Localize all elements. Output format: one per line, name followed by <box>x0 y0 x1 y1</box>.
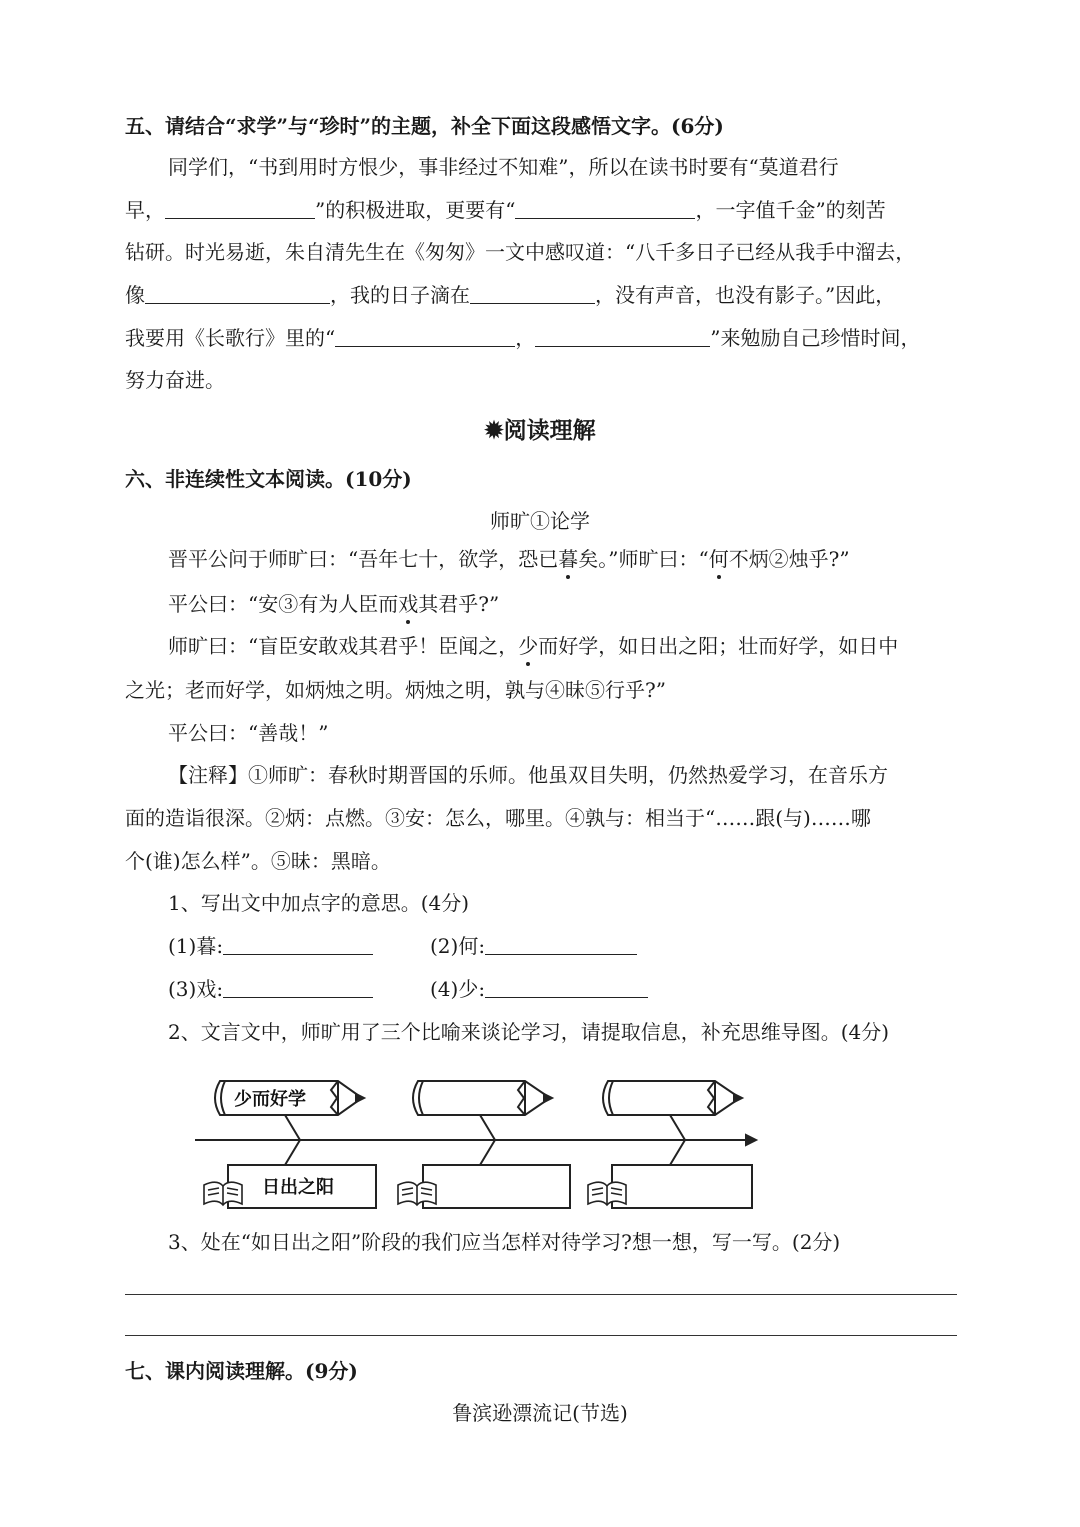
q5-text: ，我的日子滴在 <box>330 283 470 307</box>
sub-question-3: 3、处在“如日出之阳”阶段的我们应当怎样对待学习?想一想，写一写。(2分) <box>168 1230 841 1254</box>
mind-map-diagram <box>190 1068 770 1218</box>
passage-text: 晋平公问于师旷曰：“吾年七十，欲学，恐已 <box>168 547 559 571</box>
q5-line-6: 努力奋进。 <box>125 368 225 392</box>
passage-line-1 <box>168 545 960 573</box>
passage-line-5: 平公曰：“善哉！” <box>168 721 329 745</box>
answer-blank[interactable] <box>485 977 648 998</box>
pencil-label: 少而好学 <box>234 1089 306 1110</box>
book-icon <box>588 1182 626 1205</box>
q5-text: 早， <box>125 198 165 222</box>
sub-question-2: 2、文言文中，师旷用了三个比喻来谈论学习，请提取信息，补充思维导图。(4分) <box>168 1020 890 1044</box>
q5-line-1: 同学们，“书到用时方恨少，事非经过不知难”，所以在读书时要有“莫道君行 <box>168 155 839 179</box>
vocab-label: (2)何: <box>430 934 486 958</box>
q5-text: ”的积极进取，更要有“ <box>315 198 516 222</box>
q6-title: 六、非连续性文本阅读。(10分) <box>125 467 412 491</box>
answer-blank[interactable] <box>223 977 373 998</box>
passage-line-4: 之光；老而好学，如炳烛之明。炳烛之明，孰与④昧⑤行乎?” <box>125 678 666 702</box>
dotted-char: 何 <box>708 547 729 571</box>
dotted-char: 少 <box>518 634 539 658</box>
passage-line-2 <box>168 590 960 618</box>
dotted-char: 暮 <box>558 547 579 571</box>
arrowhead-icon <box>746 1135 756 1145</box>
section-heading <box>0 415 1080 447</box>
mind-map-box <box>423 1165 570 1208</box>
q5-text: ， <box>515 326 536 350</box>
answer-blank[interactable] <box>335 326 515 347</box>
passage-text: 矣。”师旷曰：“ <box>578 547 709 571</box>
answer-line[interactable] <box>125 1335 957 1336</box>
passage-line-3 <box>168 632 960 660</box>
vocab-item <box>168 975 428 1003</box>
pencil-icon <box>603 1081 742 1115</box>
q5-text: 像 <box>125 283 145 307</box>
passage-text: 平公曰：“安③有为人臣而 <box>168 592 399 616</box>
q5-text: ，没有声音，也没有影子。”因此， <box>595 283 896 307</box>
q5-text: ，一字值千金”的刻苦 <box>695 198 886 222</box>
section-title: 阅读理解 <box>503 417 596 444</box>
vocab-item <box>430 932 690 960</box>
book-icon <box>398 1182 436 1205</box>
q5-line-5 <box>125 324 960 352</box>
q5-line-3: 钻研。时光易逝，朱自清先生在《匆匆》一文中感叹道：“八千多日子已经从我手中溜去， <box>125 240 916 264</box>
q5-line-4 <box>125 281 960 309</box>
box-label: 日出之阳 <box>262 1177 334 1198</box>
mind-map-box <box>612 1165 752 1208</box>
answer-blank[interactable] <box>535 326 710 347</box>
answer-line[interactable] <box>125 1294 957 1295</box>
q5-text: ”来勉励自己珍惜时间， <box>710 326 921 350</box>
vocab-item <box>430 975 690 1003</box>
passage-text: 其君乎?” <box>418 592 500 616</box>
answer-blank[interactable] <box>145 283 330 304</box>
passage-text: 不炳②烛乎?” <box>728 547 850 571</box>
answer-blank[interactable] <box>165 198 315 219</box>
q5-title: 五、请结合“求学”与“珍时”的主题，补全下面这段感悟文字。(6分) <box>125 114 724 138</box>
vocab-label: (3)戏: <box>168 977 224 1001</box>
book-icon <box>204 1182 242 1205</box>
note-line-2: 面的造诣很深。②炳：点燃。③安：怎么，哪里。④孰与：相当于“……跟(与)……哪 <box>125 806 871 830</box>
passage-text: 师旷曰：“盲臣安敢戏其君乎！臣闻之， <box>168 634 519 658</box>
q5-text: 我要用《长歌行》里的“ <box>125 326 336 350</box>
answer-blank[interactable] <box>223 934 373 955</box>
vocab-label: (4)少: <box>430 977 486 1001</box>
note-line-1: 【注释】①师旷：春秋时期晋国的乐师。他虽双目失明，仍然热爱学习，在音乐方 <box>168 763 888 787</box>
note-line-3: 个(谁)怎么样”。⑤昧：黑暗。 <box>125 849 391 873</box>
q7-title: 七、课内阅读理解。(9分) <box>125 1359 358 1383</box>
answer-blank[interactable] <box>470 283 595 304</box>
answer-blank[interactable] <box>485 934 637 955</box>
passage-title: 师旷①论学 <box>490 509 590 533</box>
vocab-item <box>168 932 428 960</box>
dotted-char: 戏 <box>398 592 419 616</box>
answer-blank[interactable] <box>515 198 695 219</box>
sub-question-1: 1、写出文中加点字的意思。(4分) <box>168 891 470 915</box>
passage-text: 而好学，如日出之阳；壮而好学，如日中 <box>538 634 899 658</box>
star-icon: ✹ <box>484 417 504 444</box>
q5-line-2 <box>125 196 960 224</box>
pencil-icon <box>413 1081 552 1115</box>
vocab-label: (1)暮: <box>168 934 224 958</box>
q7-passage-title: 鲁滨逊漂流记(节选) <box>452 1401 628 1425</box>
